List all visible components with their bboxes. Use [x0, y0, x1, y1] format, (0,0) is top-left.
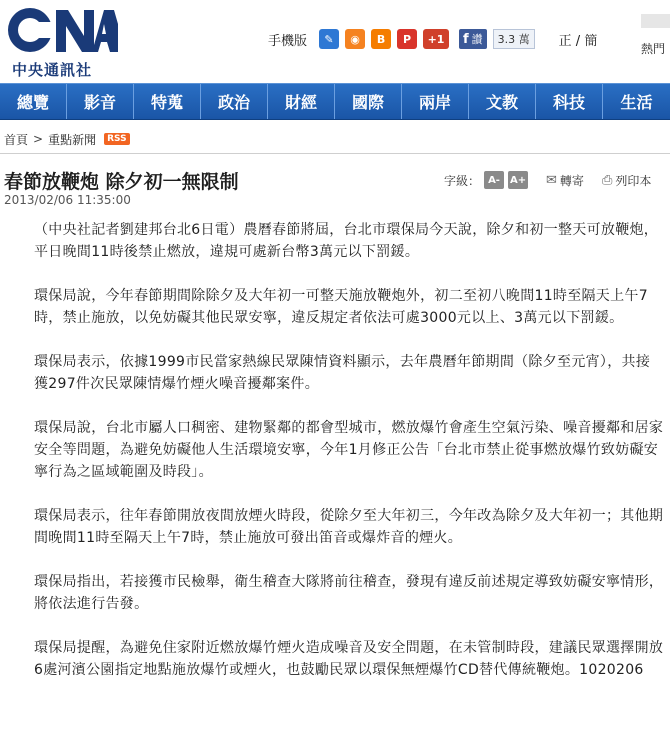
article-date: 2013/02/06 11:35:00 — [4, 193, 131, 207]
article-title: 春節放鞭炮 除夕初一無限制 — [4, 171, 239, 193]
header-toolbar — [268, 26, 597, 52]
nav-item-international[interactable]: 國際 — [335, 84, 402, 119]
article-paragraph: 環保局指出，若接獲市民檢舉，衛生稽查大隊將前往稽查，發現有違反前述規定導致妨礙安寧情形，將依法進行告發。 — [34, 574, 664, 612]
facebook-like-button[interactable] — [459, 29, 487, 49]
cna-logo[interactable] — [6, 4, 118, 79]
rss-badge[interactable]: RSS — [104, 133, 130, 145]
breadcrumb — [4, 131, 130, 147]
nav-item-politics[interactable]: 政治 — [201, 84, 268, 119]
nav-item-life[interactable]: 生活 — [620, 93, 653, 112]
nav-item-technology[interactable]: 科技 — [536, 84, 603, 119]
article-paragraph: （中央社記者劉建邦台北6日電）農曆春節將屆，台北市環保局今天說，除夕和初一整天可放鞭炮，平日晚間11時後禁止燃放，違規可處新台幣3萬元以下罰鍰。 — [34, 222, 659, 260]
mobile-version-link[interactable]: 手機版 — [268, 33, 308, 49]
facebook-icon: f — [463, 31, 469, 47]
header-date-box — [641, 14, 670, 28]
facebook-like-label: 讚 — [471, 33, 483, 46]
google-plus-button[interactable]: +1 — [423, 29, 449, 49]
logo-text: 中央通訊社 — [12, 61, 93, 79]
language-switch[interactable]: 正 / 簡 — [558, 33, 598, 49]
breadcrumb-home[interactable]: 首頁 — [4, 132, 29, 147]
nav-item-video[interactable]: 影音 — [67, 84, 134, 119]
font-size-label: 字級： — [444, 173, 481, 188]
article-paragraph: 環保局提醒，為避免住家附近燃放爆竹煙火造成噪音及安全問題，在未管制時段，建議民眾選擇開放6處河濱公園指定地點施放爆竹或煙火，也鼓勵民眾以環保無煙爆竹CD替代傳統鞭炮。1020206 — [34, 640, 664, 678]
print-link[interactable]: 列印本 — [615, 173, 652, 188]
nav-item-cross-strait[interactable]: 兩岸 — [402, 84, 469, 119]
rss-icon[interactable]: ◉ — [345, 29, 365, 49]
article-paragraph: 環保局說，台北市屬人口稠密、建物緊鄰的都會型城市，燃放爆竹會產生空氣污染、噪音擾鄰和居家安全等問題，為避免妨礙他人生活環境安寧，今年1月修正公告「台北市禁止從事燃放爆竹致妨礙安寧行為之區域範圍及時段」。 — [34, 420, 664, 480]
breadcrumb-separator: > — [33, 132, 44, 146]
breadcrumb-divider — [0, 153, 670, 154]
font-smaller-button[interactable]: A- — [484, 171, 504, 189]
cna-logo-mark-icon — [6, 4, 118, 56]
breadcrumb-section[interactable]: 重點新聞 — [48, 132, 97, 147]
nav-item-special[interactable]: 特蒐 — [134, 84, 201, 119]
article-body — [34, 219, 664, 703]
nav-item-overview[interactable]: 總覽 — [0, 84, 67, 119]
main-nav — [0, 83, 670, 120]
site-header — [0, 0, 670, 82]
nav-item-finance[interactable]: 財經 — [268, 84, 335, 119]
article-paragraph: 環保局表示，依據1999市民當家熱線民眾陳情資料顯示，去年農曆年節期間（除夕至元宵），共接獲297件次民眾陳情爆竹煙火噪音擾鄰案件。 — [34, 354, 651, 392]
plurk-icon[interactable]: P — [397, 29, 417, 49]
font-larger-button[interactable]: A+ — [508, 171, 528, 189]
article-paragraph: 環保局表示，往年春節開放夜間放煙火時段，從除夕至大年初三，今年改為除夕及大年初一；其他期間晚間11時至隔天上午7時，禁止施放可發出笛音或爆炸音的煙火。 — [34, 508, 664, 546]
facebook-like-count: 3.3 萬 — [493, 29, 535, 49]
tools-icon[interactable]: ✎ — [319, 29, 339, 49]
article-tools — [444, 170, 651, 190]
blogger-icon[interactable]: B — [371, 29, 391, 49]
forward-icon[interactable]: ✉ — [546, 172, 557, 188]
nav-item-culture[interactable]: 文教 — [469, 84, 536, 119]
article-paragraph: 環保局說，今年春節期間除除夕及大年初一可整天施放鞭炮外，初二至初八晚間11時至隔天上午7時，禁止施放，以免妨礙其他民眾安寧，違反規定者依法可處3000元以上、3萬元以下罰鍰。 — [34, 288, 648, 326]
print-icon[interactable]: ⎙ — [601, 172, 613, 188]
forward-link[interactable]: 轉寄 — [559, 173, 584, 188]
hot-link[interactable]: 熱門 — [641, 42, 666, 56]
